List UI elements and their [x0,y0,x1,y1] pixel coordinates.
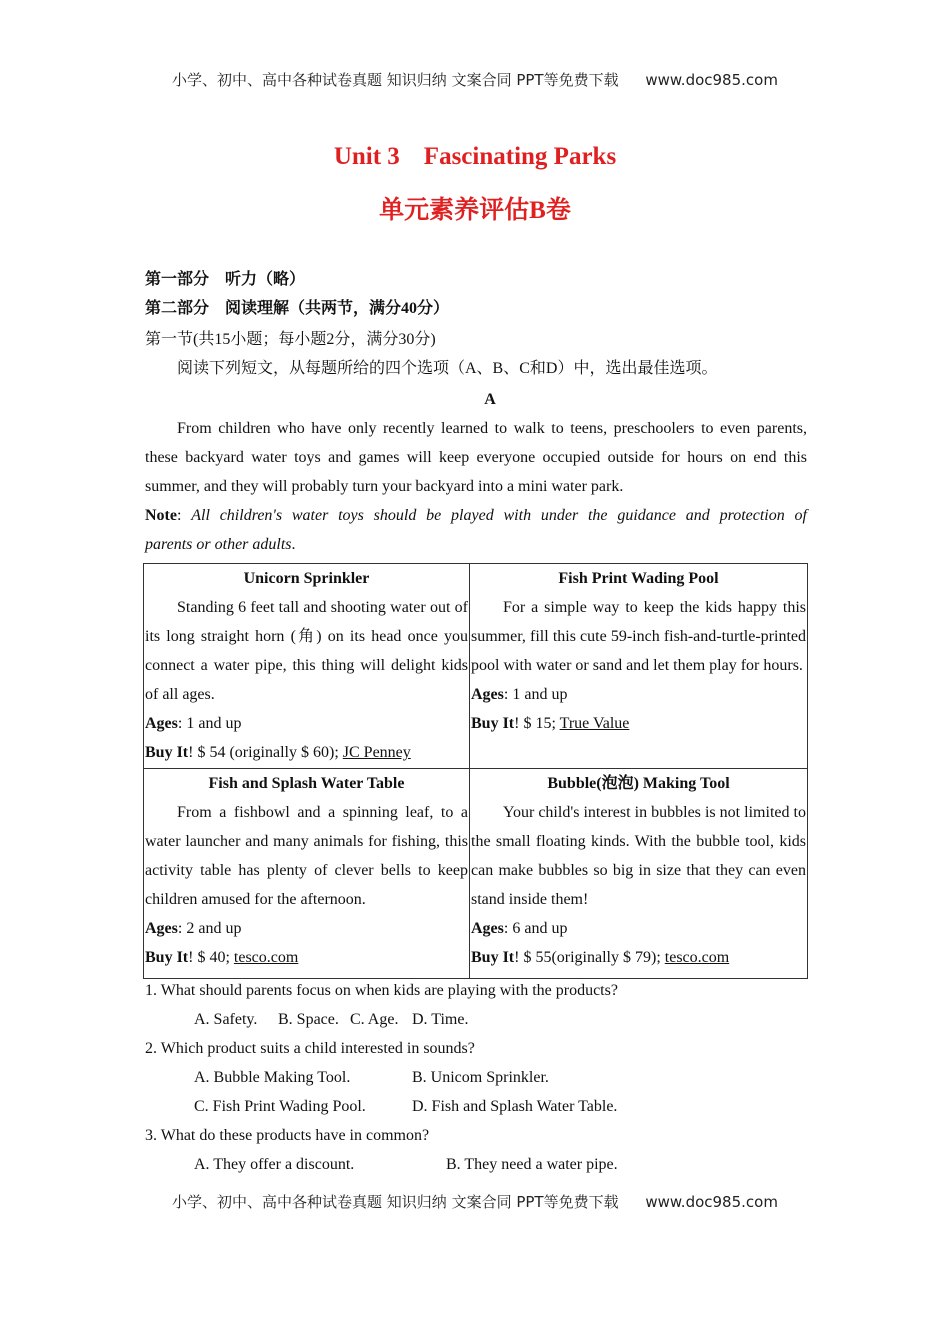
product-name: Fish Print Wading Pool [558,570,719,587]
q3-option-a: A. They offer a discount. [194,1156,355,1173]
question-1: 1. What should parents focus on when kids are playing with the products? [145,982,618,999]
header-url[interactable]: www.doc985.com [645,71,778,89]
note-line-2: parents or other adults. [145,536,296,553]
unit-name: Fascinating Parks [423,143,617,170]
part1-heading: 第一部分 听力（略） [145,271,306,288]
page-footer [0,1191,950,1212]
product-name: Bubble(泡泡) Making Tool [547,775,730,792]
note-text-2: parents or other adults [145,536,292,553]
q2-option-c: C. Fish Print Wading Pool. [194,1098,366,1115]
footer-text: 小学、初中、高中各种试卷真题 知识归纳 文案合同 PPT等免费下载 [172,1193,619,1211]
q2-option-a: A. Bubble Making Tool. [194,1069,351,1086]
passage-line-1: From children who have only recently learned to walk to teens, preschoolers to even parents, [177,420,807,437]
passage-line-2: these backyard water toys and games will keep everyone occupied outside for hours on end this [145,449,807,466]
q2-option-d: D. Fish and Splash Water Table. [412,1098,618,1115]
q3-option-b: B. They need a water pipe. [446,1156,618,1173]
store-link[interactable]: tesco.com [664,949,730,966]
section1-heading: 第一节(共15小题；每小题2分，满分30分) [145,331,436,348]
note-text-1: All children's water toys should be played with under the guidance and protection of [191,507,807,524]
question-2: 2. Which product suits a child interested in sounds? [145,1040,475,1057]
paper-subtitle: 单元素养评估B卷 [379,197,571,224]
product-desc: Your child's interest in bubbles is not limited to the small floating kinds. With the bubble tool, kids can make bubbles so big in size that they can even stand inside them! [471,804,806,908]
header-text: 小学、初中、高中各种试卷真题 知识归纳 文案合同 PPT等免费下载 [172,71,619,89]
q2-option-b: B. Unicom Sprinkler. [412,1069,549,1086]
passage-line-3: summer, and they will probably turn your backyard into a mini water park. [145,478,624,495]
product-ages: Ages: 1 and up [145,715,242,732]
q1-option-a: A. Safety. [194,1011,258,1028]
product-buy: Buy It! $ 15; True Value [471,715,630,732]
store-link[interactable]: tesco.com [233,949,299,966]
part2-heading: 第二部分 阅读理解（共两节，满分40分） [145,300,450,317]
q1-option-c: C. Age. [350,1011,399,1028]
note-label: Note [145,507,177,524]
product-name: Fish and Splash Water Table [208,775,405,792]
product-desc: From a fishbowl and a spinning leaf, to a water launcher and many animals for fishing, this activity table has plenty of clever bells to keep children amused for the afternoon. [145,804,468,908]
unit-number: Unit 3 [333,143,400,170]
product-buy: Buy It! $ 54 (originally $ 60); JC Penney [145,744,411,761]
product-ages: Ages: 1 and up [471,686,568,703]
product-cell-4 [470,769,808,979]
product-ages: Ages: 2 and up [145,920,242,937]
product-cell-1 [144,564,470,769]
product-cell-2 [470,564,808,769]
store-link[interactable]: JC Penney [342,744,411,761]
product-desc: Standing 6 feet tall and shooting water out of its long straight horn (角) on its head once you connect a water pipe, this thing will delight kids of all ages. [145,599,468,703]
store-link[interactable]: True Value [559,715,630,732]
footer-url[interactable]: www.doc985.com [645,1193,778,1211]
product-cell-3 [144,769,470,979]
product-table [143,563,808,979]
instruction: 阅读下列短文，从每题所给的四个选项（A、B、C和D）中，选出最佳选项。 [177,360,718,377]
q1-option-b: B. Space. [278,1011,339,1028]
product-desc: For a simple way to keep the kids happy this summer, fill this cute 59-inch fish-and-turtle-printed pool with water or sand and let them play for hours. [471,599,806,674]
question-3: 3. What do these products have in common? [145,1127,430,1144]
q1-option-d: D. Time. [412,1011,469,1028]
passage-label: A [484,391,496,408]
product-buy: Buy It! $ 40; tesco.com [145,949,299,966]
note-line-1: Note: All children's water toys should be played with under the guidance and protection of [145,507,807,524]
product-name: Unicorn Sprinkler [243,570,370,587]
product-ages: Ages: 6 and up [471,920,568,937]
product-buy: Buy It! $ 55(originally $ 79); tesco.com [471,949,730,966]
page-header [0,69,950,90]
unit-title [0,143,950,171]
